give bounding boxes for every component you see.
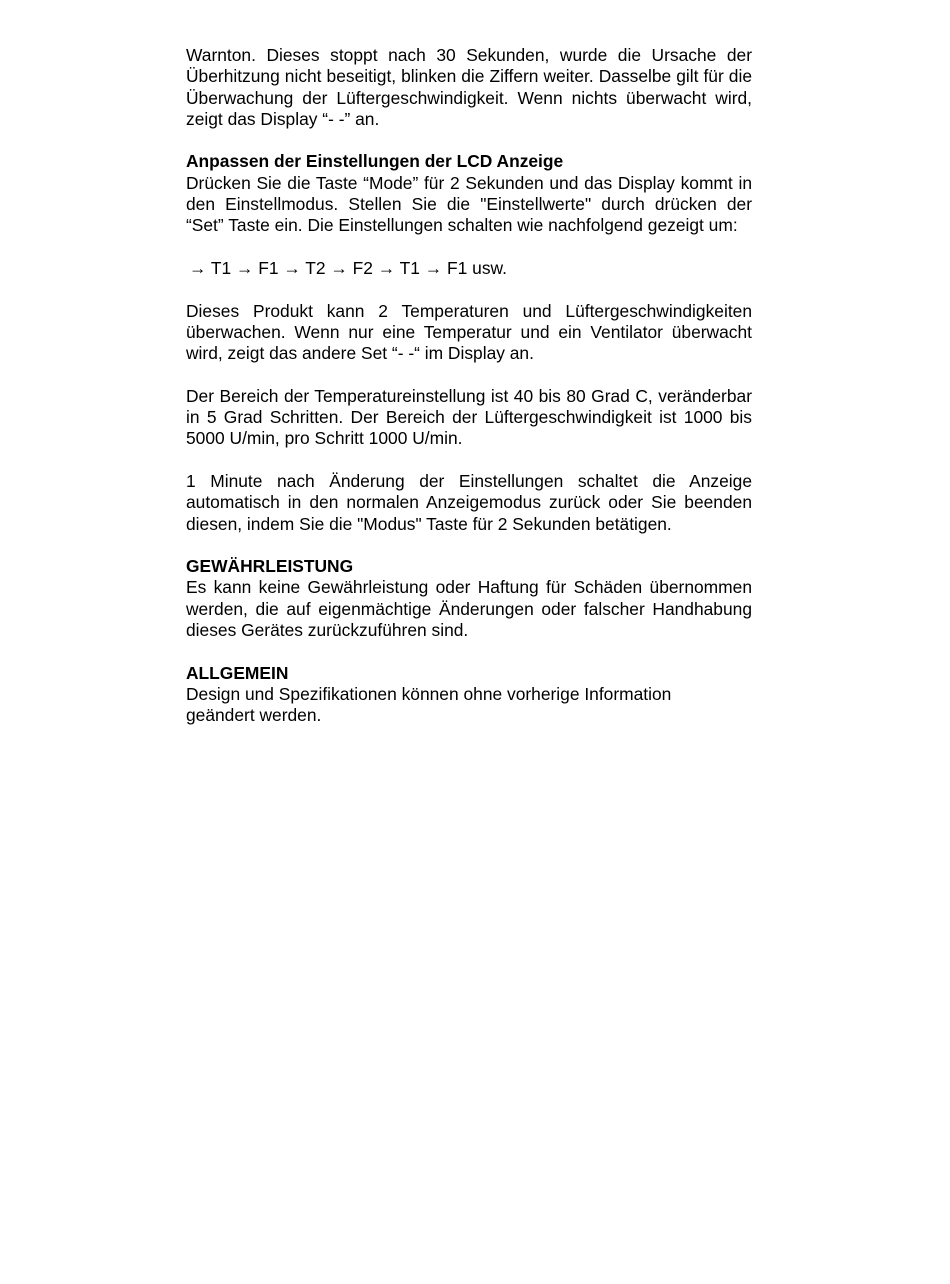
settings-sequence: → T1 → F1 → T2 → F2 → T1 → F1 usw. xyxy=(189,257,507,278)
lcd-settings-heading: Anpassen der Einstellungen der LCD Anzeige xyxy=(186,151,564,172)
timeout-paragraph: 1 Minute nach Änderung der Einstellungen schaltet die Anzeige automatisch in den normalen Anzeigemodus zurück oder Sie beenden diesen, indem Sie die "Modus" Taste für 2 Sekunden betätigen. xyxy=(186,470,752,534)
general-heading: ALLGEMEIN xyxy=(186,662,289,683)
general-section xyxy=(186,663,752,727)
document-page xyxy=(186,45,752,748)
range-paragraph: Der Bereich der Temperatureinstellung ist 40 bis 80 Grad C, veränderbar in 5 Grad Schritten. Der Bereich der Lüftergeschwindigkeit ist 1000 bis 5000 U/min, pro Schritt 1000 U/min. xyxy=(186,385,752,449)
warranty-text: Es kann keine Gewährleistung oder Haftung für Schäden übernommen werden, die auf eigenmächtige Änderungen oder falscher Handhabung dieses Gerätes zurückzuführen sind. xyxy=(186,577,752,641)
warranty-section xyxy=(186,556,752,641)
general-text-line-2: geändert werden. xyxy=(186,705,322,726)
monitor-paragraph: Dieses Produkt kann 2 Temperaturen und Lüftergeschwindigkeiten überwachen. Wenn nur eine Temperatur und ein Ventilator überwacht wird, zeigt das andere Set “- -“ im Display an. xyxy=(186,300,752,364)
warranty-heading: GEWÄHRLEISTUNG xyxy=(186,556,354,577)
intro-paragraph: Warnton. Dieses stoppt nach 30 Sekunden, wurde die Ursache der Überhitzung nicht beseitigt, blinken die Ziffern weiter. Dasselbe gilt für die Überwachung der Lüftergeschwindigkeit. Wenn nichts überwacht wird, zeigt das Display “- -” an. xyxy=(186,45,752,129)
lcd-settings-text: Drücken Sie die Taste “Mode” für 2 Sekunden und das Display kommt in den Einstellmodus. Stellen Sie die "Einstellwerte" durch drücken der “Set” Taste ein. Die Einstellungen schalten wie nachfolgend gezeigt um: xyxy=(186,172,752,236)
general-text-line-1: Design und Spezifikationen können ohne vorherige Information xyxy=(186,683,672,704)
lcd-settings-section xyxy=(186,151,752,236)
